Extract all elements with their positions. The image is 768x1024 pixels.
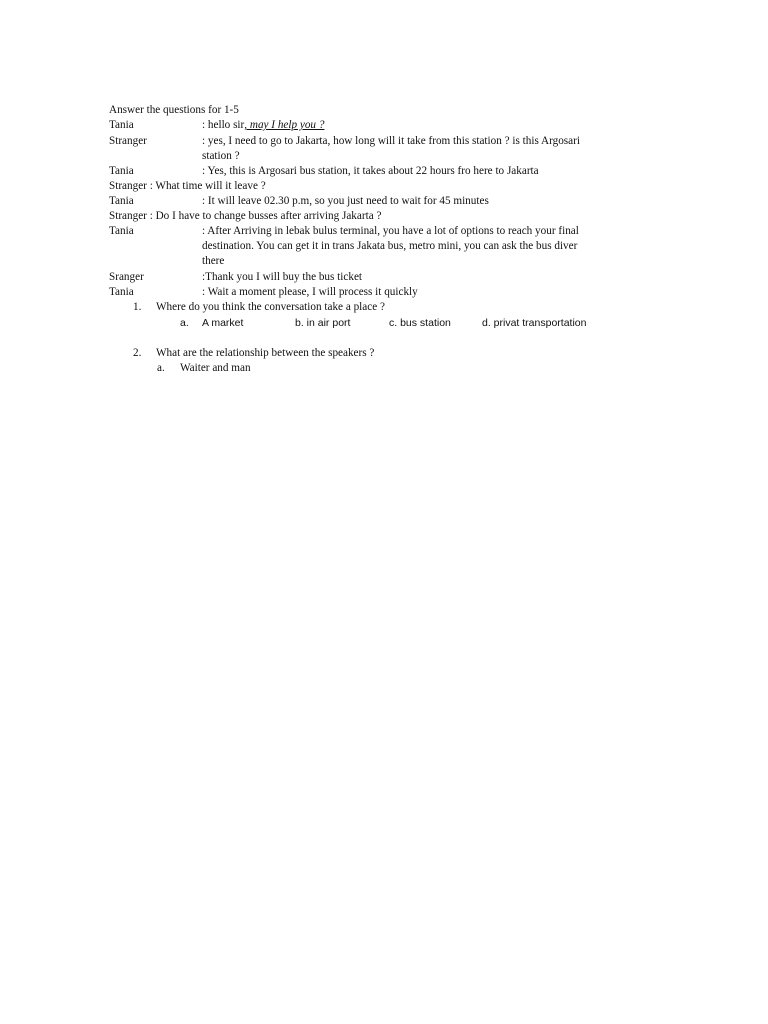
speaker-label: Tania [109,119,134,131]
option-text: A market [202,317,244,329]
speaker-label: Tania [109,225,134,237]
question-number: 2. [133,347,142,359]
emphasized-phrase: , may I help you ? [244,119,325,131]
instruction-line: Answer the questions for 1-5 [109,104,239,116]
dialogue-line: : yes, I need to go to Jakarta, how long will it take from this station ? is this Argosari [202,135,580,147]
option-text: Waiter and man [180,362,251,374]
option-letter: a. [157,362,165,374]
dialogue-line: destination. You can get it in trans Jakata bus, metro mini, you can ask the bus diver [202,240,578,252]
speaker-label: Sranger [109,271,144,283]
dialogue-full-line: Stranger : What time will it leave ? [109,180,266,192]
question-number: 1. [133,301,142,313]
dialogue-line [202,118,324,133]
dialogue-line: station ? [202,150,240,162]
dialogue-line: : Wait a moment please, I will process it quickly [202,286,418,298]
dialogue-full-line: Stranger : Do I have to change busses after arriving Jakarta ? [109,210,382,222]
dialogue-line: : After Arriving in lebak bulus terminal, you have a lot of options to reach your final [202,225,579,237]
question-text: What are the relationship between the speakers ? [156,347,375,359]
option-text: c. bus station [389,317,451,329]
speaker-label: Tania [109,286,134,298]
speaker-label: Tania [109,195,134,207]
question-text: Where do you think the conversation take a place ? [156,301,385,313]
speaker-label: Stranger [109,135,147,147]
dialogue-line: :Thank you I will buy the bus ticket [202,271,363,283]
option-letter: a. [180,317,189,329]
speaker-label: Tania [109,165,134,177]
option-text: d. privat transportation [482,317,587,329]
dialogue-line: there [202,255,225,267]
option-text: b. in air port [295,317,351,329]
dialogue-line: : Yes, this is Argosari bus station, it takes about 22 hours fro here to Jakarta [202,165,539,177]
dialogue-line: : It will leave 02.30 p.m, so you just need to wait for 45 minutes [202,195,489,207]
dialogue-text: : hello sir [202,119,245,131]
